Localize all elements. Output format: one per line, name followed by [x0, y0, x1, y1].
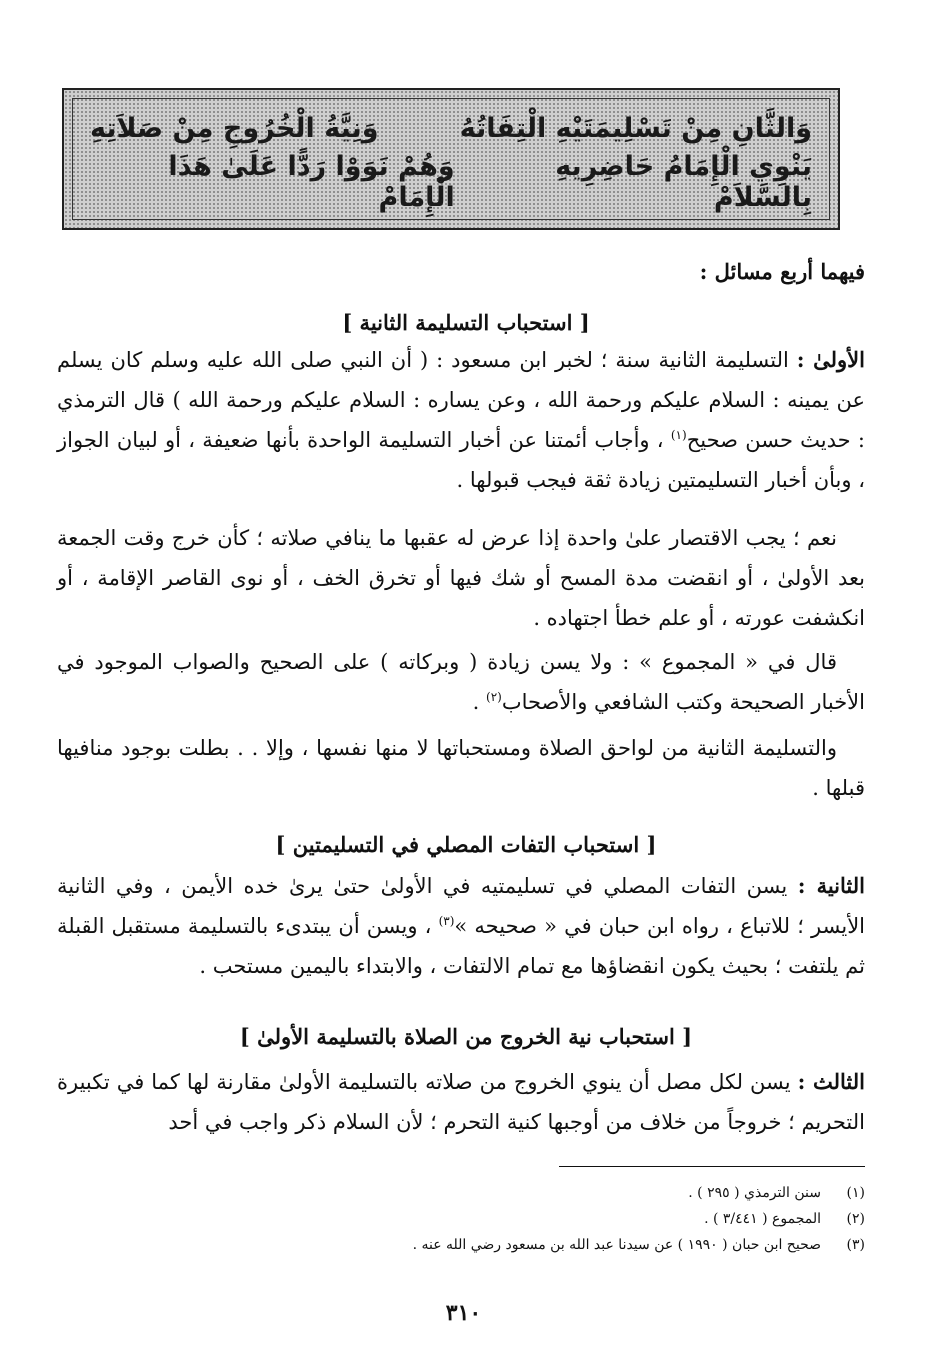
paragraph-2-1: [57, 866, 865, 986]
paragraph-text-continued: ، وأجاب أئمتنا عن أخبار التسليمة الواحدة بأنها ضعيفة ، أو لبيان الجواز ، وبأن أخبار التسليمتين زيادة ثقة فيجب قبولها .: [57, 428, 865, 492]
footnote-text: صحيح ابن حبان ( ١٩٩٠ ) عن سيدنا عبد الله بن مسعود رضي الله عنه .: [412, 1237, 821, 1253]
footnote-marker: (٢): [486, 690, 502, 704]
poem-verse-1-first-hemistich: وَالثَّانِ مِنْ تَسْلِيمَتَيْهِ الْتِفَاتُهُ: [459, 112, 812, 144]
section-heading-3: [ استحباب نية الخروج من الصلاة بالتسليمة الأولىٰ ]: [239, 1024, 693, 1049]
poem-verse-2-second-hemistich: وَهُمْ نَوَوْا رَدًّا عَلَىٰ هَذَا الْإِمَامْ: [168, 151, 455, 213]
poem-verse-2: [90, 151, 812, 213]
footnote-marker: (١): [670, 428, 687, 442]
paragraph-1-1: [57, 340, 865, 500]
footnote-2: [57, 1206, 865, 1232]
paragraph-text: والتسليمة الثانية من لواحق الصلاة ومستحباتها لا منها نفسها ، وإلا . . بطلت بوجود منافيها قبلها .: [57, 736, 865, 800]
paragraph-lead: الأولىٰ :: [796, 347, 865, 372]
paragraph-text-continued: .: [472, 690, 480, 714]
paragraph-text-continued: ، ويسن أن يبتدىء بالتسليمة مستقبل القبلة ثم يلتفت ؛ بحيث يكون انقضاؤها مع تمام الالتفات ، والابتداء باليمين مستحب .: [57, 914, 865, 978]
section-heading-2: [ استحباب التفات المصلي في التسليمتين ]: [275, 832, 657, 857]
page-number: ٣١٠: [445, 1300, 482, 1326]
footnote-separator: [559, 1166, 865, 1167]
paragraph-text: يسن التفات المصلي في تسليمتيه في الأولىٰ حتىٰ يرىٰ خده الأيمن ، وفي الثانية الأيسر ؛ للاتباع ، رواه ابن حبان في « صحيحه »: [57, 874, 866, 938]
poem-verse-1-second-hemistich: وَنِيَّةُ الْخُرُوجِ مِنْ صَلاَتِهِ: [90, 112, 379, 144]
paragraph-1-2: [57, 518, 865, 638]
footnote-text: سنن الترمذي ( ٢٩٥ ) .: [688, 1185, 821, 1201]
paragraph-1-4: [57, 728, 865, 808]
intro-line: فيهما أربع مسائل :: [699, 259, 865, 284]
footnote-1: [57, 1180, 865, 1206]
paragraph-text: يسن لكل مصل أن ينوي الخروج من صلاته بالتسليمة الأولىٰ مقارنة لها كما في تكبيرة التحريم ؛ خروجاً من خلاف من أوجبها كنية التحرم ؛ لأن السلام ذكر واجب في أحد: [57, 1070, 865, 1134]
poem-verse-2-first-hemistich: يَنْوِي الْإِمَامُ حَاضِرِيهِ بِالسَّلاَمْ: [555, 151, 812, 213]
paragraph-3-1: [57, 1062, 865, 1142]
paragraph-text: قال في « المجموع » : ولا يسن زيادة ( وبركاته ) على الصحيح والصواب الموجود في الأخبار الصحيحة وكتب الشافعي والأصحاب: [57, 650, 865, 714]
paragraph-1-3: [57, 642, 865, 722]
paragraph-lead: الثانية :: [797, 873, 865, 898]
footnote-number: (١): [846, 1185, 865, 1201]
paragraph-lead: الثالث :: [797, 1069, 865, 1094]
paragraph-text: التسليمة الثانية سنة ؛ لخبر ابن مسعود : ( أن النبي صلى الله عليه وسلم كان يسلم عن يمينه : السلام عليكم ورحمة الله ، وعن يساره : السلام عليكم ورحمة الله ) قال الترمذي : حديث حسن صحيح: [57, 348, 865, 452]
footnote-3: [57, 1232, 865, 1258]
section-heading-1: [ استحباب التسليمة الثانية ]: [342, 310, 590, 335]
poem-verse-1: [90, 104, 812, 152]
footnote-marker: (٣): [438, 914, 455, 928]
footnotes: [57, 1180, 865, 1258]
footnote-text: المجموع ( ٣/٤٤١ ) .: [704, 1211, 821, 1227]
footnote-number: (٣): [846, 1237, 865, 1253]
paragraph-text: نعم ؛ يجب الاقتصار علىٰ واحدة إذا عرض له عقبها ما ينافي صلاته ؛ كأن خرج وقت الجمعة بعد الأولىٰ ، أو انقضت مدة المسح أو شك فيها أو تخرق الخف ، أو نوى القاصر الإقامة ، أو انكشفت عورته ، أو علم خطأ اجتهاده .: [57, 526, 865, 630]
footnote-number: (٢): [846, 1211, 865, 1227]
poem-frame: [62, 88, 840, 230]
